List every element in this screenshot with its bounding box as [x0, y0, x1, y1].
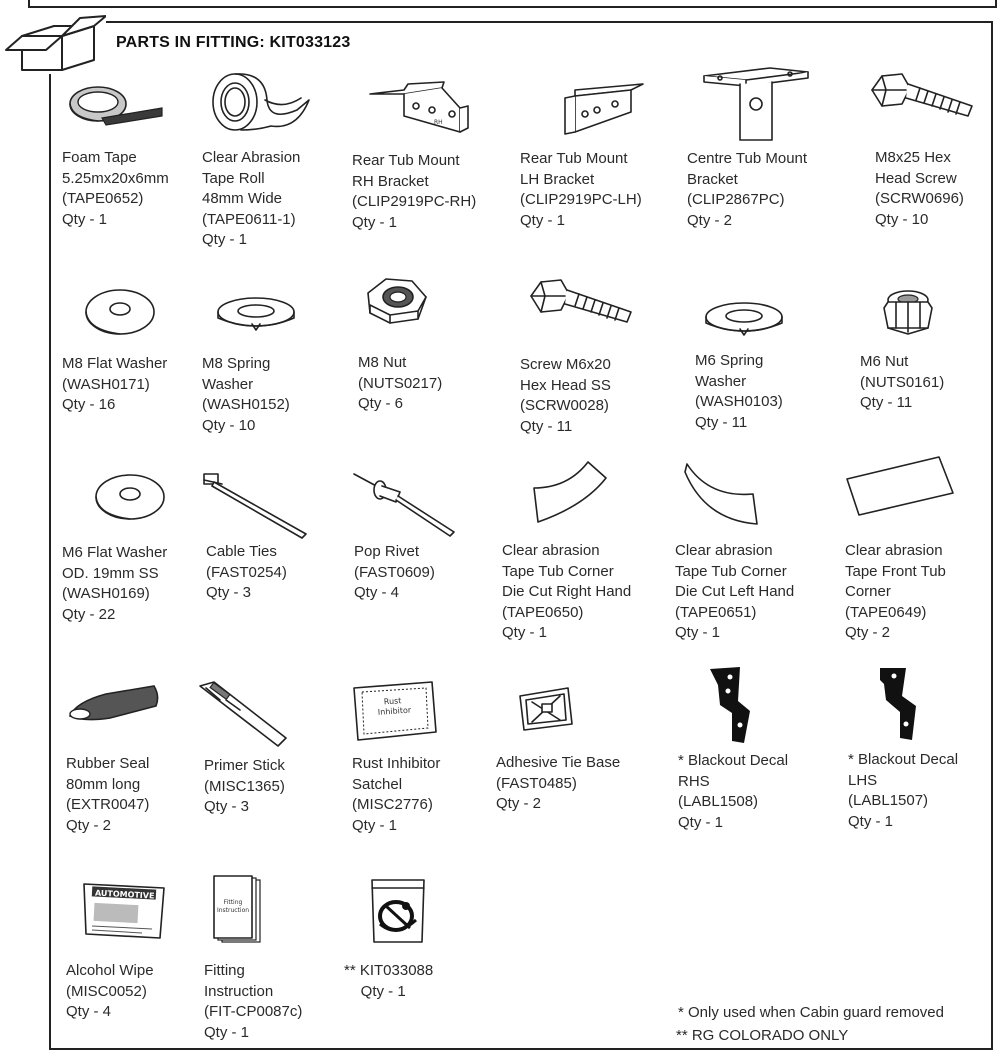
rubber-seal-icon — [66, 682, 162, 724]
part-label-line: Qty - 1 — [520, 211, 566, 229]
part-label-line: Hex Head SS — [520, 376, 611, 394]
note-colorado: ** RG COLORADO ONLY — [676, 1027, 849, 1044]
cable-tie-icon — [202, 470, 312, 540]
part-label-line: (FAST0609) — [354, 563, 435, 581]
part-label-line: Pop Rivet — [354, 543, 420, 560]
tape-roll-icon — [205, 70, 315, 140]
part-label-line: (CLIP2919PC-RH) — [352, 193, 477, 210]
tie-base-icon — [512, 684, 576, 732]
part-label-line: Qty - 3 — [206, 584, 252, 601]
part-label-line: Die Cut Left Hand — [675, 583, 795, 600]
box-icon — [2, 14, 106, 74]
part-label — [695, 351, 783, 433]
svg-text:Instruction: Instruction — [216, 907, 250, 914]
part-label — [860, 352, 944, 414]
part-label-line: Qty - 11 — [520, 417, 573, 435]
part-label-line: Qty - 4 — [354, 584, 400, 601]
part-label-line: Qty - 2 — [496, 795, 542, 812]
part-label — [687, 149, 807, 231]
part-label — [875, 148, 964, 230]
part-label-line: Clear Abrasion — [202, 149, 301, 166]
part-label-line: Centre Tub Mount — [687, 150, 808, 167]
part-label-line: LH Bracket — [520, 170, 595, 188]
decal-lhs-icon — [876, 666, 918, 741]
part-label-line: (SCRW0028) — [520, 397, 609, 414]
part-label — [352, 151, 476, 233]
part-label-line: Qty - 11 — [695, 413, 748, 431]
part-label-line: (TAPE0651) — [675, 603, 757, 621]
part-label-line: Qty - 4 — [66, 1003, 112, 1020]
part-label — [678, 751, 788, 833]
part-label — [62, 148, 169, 230]
part-label-line: Cable Ties — [206, 543, 277, 560]
part-label-line: Clear abrasion — [845, 542, 943, 559]
part-label-line: OD. 19mm SS — [62, 564, 159, 582]
part-label-line: M8 Nut — [358, 354, 407, 371]
part-label-line: (TAPE0650) — [502, 603, 584, 621]
part-label — [66, 754, 149, 836]
part-label-line: 80mm long — [66, 775, 141, 793]
alcohol-wipe-icon — [82, 878, 166, 942]
part-label-line: (EXTR0047) — [66, 796, 150, 813]
part-label-line: Rear Tub Mount — [520, 150, 628, 167]
part-label-line: RHS — [678, 772, 710, 790]
part-label-line: M6 Nut — [860, 353, 909, 370]
part-label-line: Bracket — [687, 170, 738, 188]
part-label-line: RH Bracket — [352, 172, 429, 190]
part-label-line: * Blackout Decal — [678, 752, 789, 769]
part-label-line: (CLIP2867PC) — [687, 191, 785, 208]
part-label-line: Clear abrasion — [502, 542, 600, 559]
part-label-line: Satchel — [352, 775, 403, 793]
part-label-line: Qty - 1 — [352, 816, 398, 834]
part-label-line: (WASH0169) — [62, 585, 150, 602]
decal-rhs-icon — [702, 665, 750, 745]
spring-washer-icon — [212, 290, 302, 335]
part-label-line: Qty - 2 — [687, 211, 733, 229]
hex-screw-icon — [868, 70, 978, 130]
part-label — [206, 542, 287, 604]
part-label-line: Instruction — [204, 982, 274, 1000]
part-label-line: (TAPE0652) — [62, 190, 144, 207]
part-label-line: (MISC0052) — [66, 982, 147, 1000]
svg-text:RH: RH — [434, 119, 443, 126]
part-label — [354, 542, 435, 604]
hex-screw-icon — [527, 276, 627, 332]
part-label-line: Tape Tub Corner — [502, 562, 614, 580]
part-label-line: M8 Spring — [202, 355, 271, 372]
page-title: PARTS IN FITTING: KIT033123 — [116, 34, 351, 51]
part-label-line: (WASH0103) — [695, 393, 783, 410]
part-label-line: (FAST0485) — [496, 774, 577, 792]
part-label-line: Qty - 1 — [344, 982, 406, 1000]
part-label-line: Rust Inhibitor — [352, 755, 441, 772]
part-label-line: Qty - 1 — [62, 210, 108, 228]
part-label-line: Qty - 6 — [358, 395, 404, 412]
parts-bag-icon — [366, 876, 430, 946]
part-label — [66, 961, 154, 1023]
part-label-line: (NUTS0217) — [358, 374, 443, 392]
foam-tape-icon — [62, 78, 172, 128]
part-label-line: Qty - 10 — [202, 416, 256, 434]
part-label — [358, 353, 442, 415]
part-label-line: Primer Stick — [204, 757, 285, 774]
part-label-line: Tape Roll — [202, 169, 265, 187]
part-label-line: Qty - 1 — [352, 213, 398, 231]
top-frame — [28, 0, 997, 8]
spring-washer-icon — [700, 295, 790, 330]
satchel-icon — [350, 680, 438, 742]
centre-bracket-icon — [700, 66, 810, 146]
part-label-line: Rear Tub Mount — [352, 152, 460, 169]
corner-right-icon — [528, 458, 608, 528]
part-label-line: (LABL1508) — [678, 793, 759, 810]
part-label-line: 5.25mx20x6mm — [62, 169, 169, 187]
part-label-line: Corner — [845, 583, 891, 600]
part-label-line: (MISC2776) — [352, 796, 433, 813]
svg-text:Inhibitor: Inhibitor — [377, 705, 412, 717]
part-label — [520, 149, 642, 231]
part-label-line: (TAPE0649) — [845, 603, 927, 621]
part-label — [520, 355, 611, 437]
part-label-line: M6 Spring — [695, 352, 764, 369]
part-label-line: Qty - 22 — [62, 605, 116, 623]
primer-stick-icon — [196, 680, 288, 748]
part-label-line: Tape Tub Corner — [675, 562, 787, 580]
part-label-line: Qty - 10 — [875, 210, 929, 228]
part-label-line: Qty - 16 — [62, 396, 116, 413]
part-label-line: M8 Flat Washer — [62, 355, 168, 372]
part-label — [204, 961, 302, 1043]
part-label — [845, 541, 946, 644]
part-label-line: Qty - 2 — [845, 624, 891, 641]
part-label-line: Rubber Seal — [66, 755, 150, 772]
part-label-line: Qty - 1 — [675, 624, 721, 641]
part-label-line: (FIT-CP0087c) — [204, 1003, 303, 1020]
rh-bracket-icon — [368, 82, 478, 137]
part-label — [62, 354, 167, 416]
part-label-line: (WASH0152) — [202, 396, 290, 413]
part-label — [675, 541, 794, 644]
part-label-line: (LABL1507) — [848, 792, 929, 809]
part-label — [344, 961, 433, 1002]
tape-sheet-icon — [845, 455, 955, 517]
part-label-line: (MISC1365) — [204, 777, 285, 795]
part-label — [496, 753, 620, 815]
part-label-line: Alcohol Wipe — [66, 962, 154, 979]
part-label-line: Qty - 1 — [678, 813, 724, 831]
part-label — [848, 750, 958, 832]
part-label-line: (SCRW0696) — [875, 190, 964, 207]
corner-left-icon — [683, 458, 763, 528]
part-label — [202, 148, 300, 251]
part-label-line: (TAPE0611-1) — [202, 210, 296, 228]
part-label-line: Qty - 1 — [848, 812, 894, 830]
note-cabin-guard: * Only used when Cabin guard removed — [678, 1004, 944, 1021]
part-label — [502, 541, 631, 644]
part-label-line: Adhesive Tie Base — [496, 754, 621, 771]
part-label-line: (NUTS0161) — [860, 373, 945, 391]
part-label-line: Qty - 3 — [204, 798, 250, 815]
instruction-booklet-icon — [212, 874, 264, 946]
lh-bracket-icon — [535, 82, 645, 137]
part-label-line: M8x25 Hex — [875, 149, 951, 166]
part-label-line: Qty - 2 — [66, 816, 112, 834]
part-label-line: Screw M6x20 — [520, 356, 611, 373]
part-label — [204, 756, 285, 818]
part-label-line: * Blackout Decal — [848, 751, 959, 768]
part-label-line: Fitting — [204, 962, 245, 979]
part-label-line: (WASH0171) — [62, 375, 150, 393]
part-label-line: Qty - 1 — [502, 624, 548, 641]
part-label-line: (CLIP2919PC-LH) — [520, 191, 642, 208]
svg-text:AUTOMOTIVE: AUTOMOTIVE — [94, 888, 155, 901]
part-label-line: Qty - 1 — [204, 1023, 250, 1041]
part-label-line: Washer — [202, 375, 254, 393]
part-label — [202, 354, 290, 436]
svg-text:Rust: Rust — [383, 696, 402, 707]
part-label — [62, 543, 167, 625]
part-label-line: Qty - 1 — [202, 231, 248, 248]
pop-rivet-icon — [350, 470, 460, 540]
part-label-line: M6 Flat Washer — [62, 544, 168, 561]
part-label-line: Foam Tape — [62, 149, 137, 166]
flat-washer-icon — [80, 280, 170, 340]
nut-icon — [362, 275, 432, 335]
part-label-line: Die Cut Right Hand — [502, 583, 632, 600]
svg-text:Fitting: Fitting — [223, 899, 243, 906]
part-label — [352, 754, 440, 836]
part-label-line: LHS — [848, 771, 878, 789]
nyloc-nut-icon — [878, 288, 938, 338]
part-label-line: (FAST0254) — [206, 563, 287, 581]
part-label-line: Tape Front Tub — [845, 562, 946, 580]
part-label-line: Washer — [695, 372, 747, 390]
flat-washer-icon — [90, 465, 170, 530]
part-label-line: Qty - 11 — [860, 394, 913, 411]
part-label-line: ** KIT033088 — [344, 962, 434, 979]
part-label-line: Head Screw — [875, 169, 957, 187]
part-label-line: 48mm Wide — [202, 190, 283, 207]
part-label-line: Clear abrasion — [675, 542, 773, 559]
